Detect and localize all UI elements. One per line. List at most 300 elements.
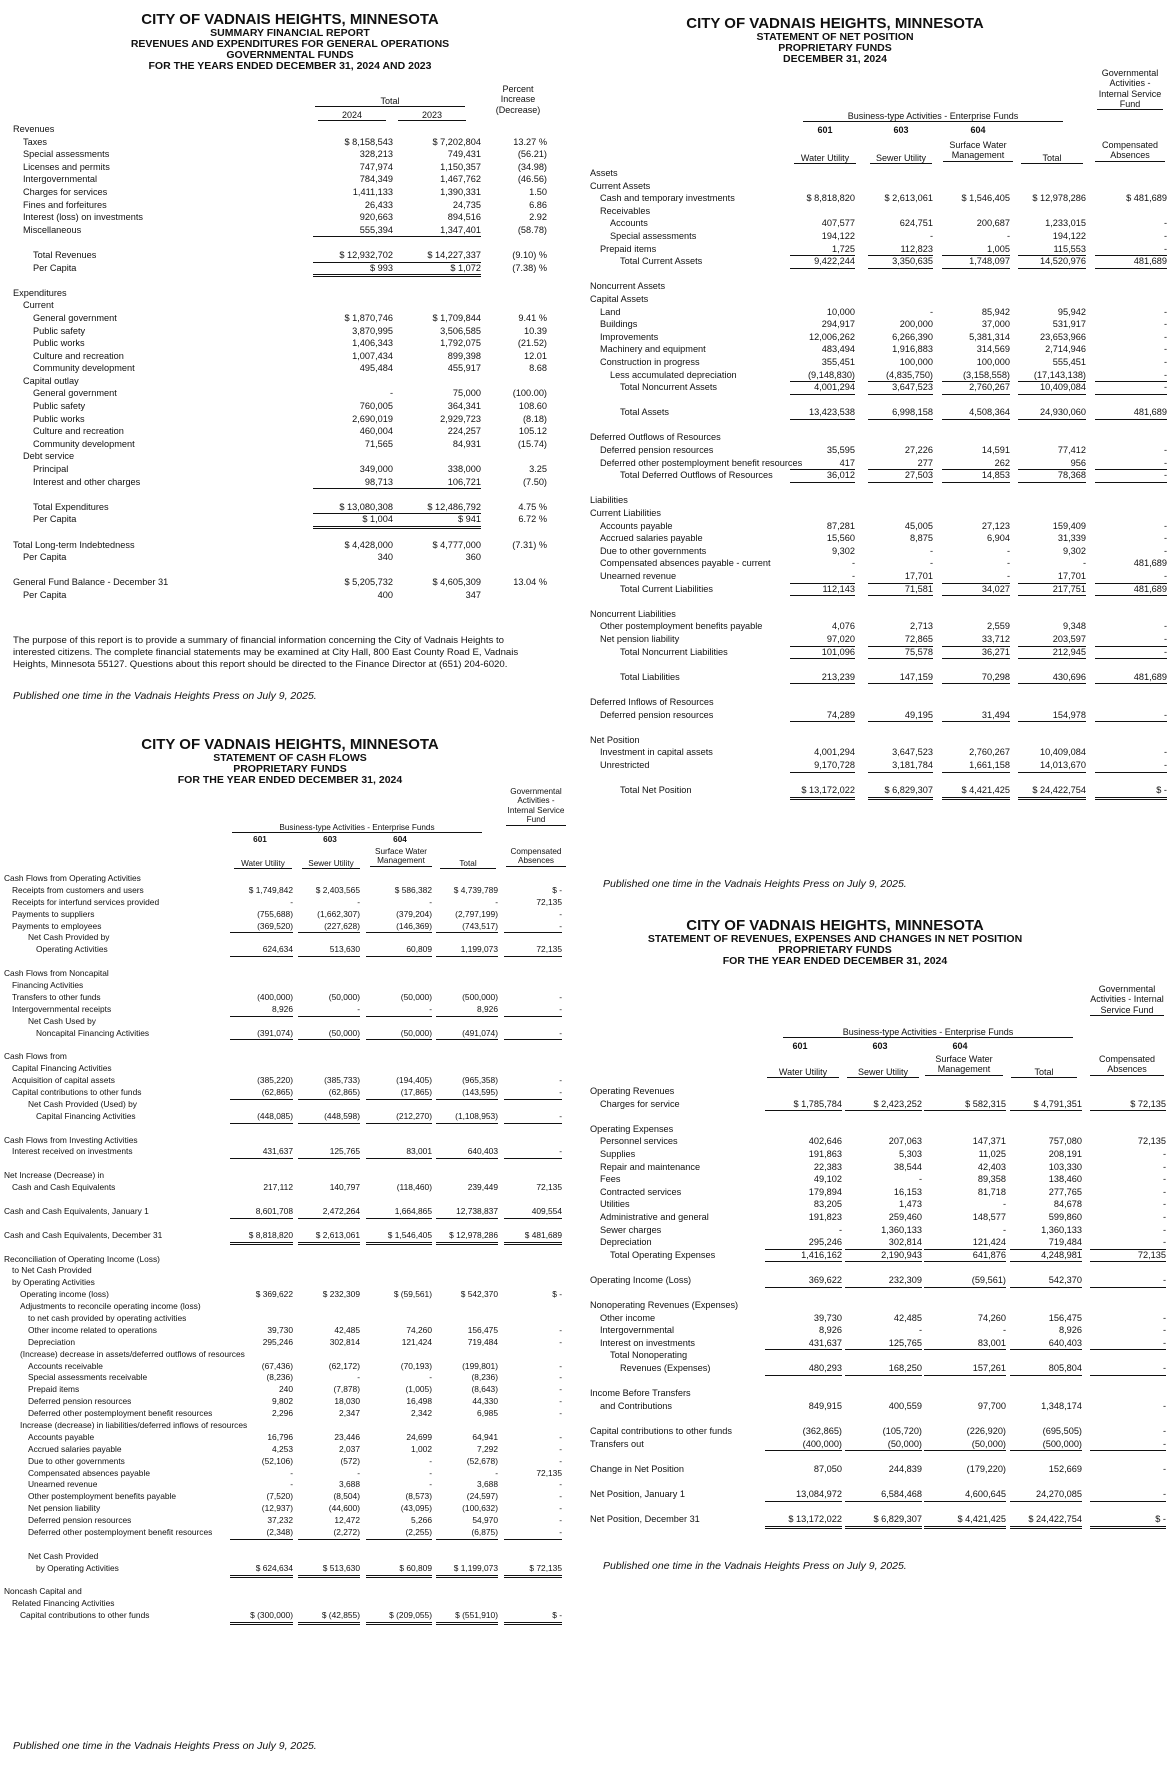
table-row <box>590 318 1170 331</box>
table-cell: 27,123 <box>981 520 1010 531</box>
row-label: Current Liabilities <box>590 508 661 519</box>
netpos-title-block <box>665 16 1005 65</box>
netpos-header-603: 603 <box>893 125 909 135</box>
table-row <box>13 312 558 325</box>
table-cell: $ 13,172,022 <box>790 784 855 800</box>
table-cell: 481,689 <box>1095 671 1167 685</box>
table-row <box>4 885 574 897</box>
table-row <box>13 249 558 262</box>
table-cell: 719,484 <box>467 1336 498 1347</box>
table-row <box>590 520 1170 533</box>
table-row <box>590 1387 1170 1400</box>
table-cell: 24,270,085 <box>1010 1488 1082 1502</box>
table-cell: 8,926 <box>230 1004 293 1017</box>
table-cell: 22,383 <box>813 1161 842 1172</box>
row-label: Culture and recreation <box>33 426 124 437</box>
table-cell: 11,025 <box>978 1148 1006 1159</box>
row-label: Net Increase (Decrease) in <box>4 1170 105 1181</box>
table-cell: (400,000) <box>765 1438 842 1452</box>
table-cell: 24,930,060 <box>1018 406 1086 420</box>
table-cell: $ - <box>1095 784 1167 800</box>
table-cell: (7.50) <box>522 476 547 487</box>
table-cell: 1,233,015 <box>1045 218 1086 229</box>
table-row <box>590 696 1170 709</box>
table-cell: $ 4,777,000 <box>432 539 481 550</box>
table-cell: 156,475 <box>1048 1312 1082 1323</box>
table-cell: 5,381,314 <box>969 331 1010 342</box>
table-cell: (743,517) <box>436 921 498 934</box>
table-row <box>13 375 558 388</box>
row-label: Per Capita <box>33 514 77 525</box>
table-cell: 6,904 <box>987 533 1010 544</box>
row-label: Cash Flows from Investing Activities <box>4 1134 138 1145</box>
table-row <box>590 784 1170 797</box>
table-cell: 31,339 <box>1057 533 1086 544</box>
table-cell: $ 1,785,784 <box>765 1098 842 1112</box>
table-row <box>590 1287 1170 1300</box>
table-row <box>4 1254 574 1266</box>
table-cell: 101,096 <box>790 646 855 660</box>
table-cell: 168,250 <box>845 1362 922 1376</box>
row-label: Liabilities <box>590 495 628 506</box>
table-cell: 894,516 <box>447 212 481 223</box>
table-row <box>590 369 1170 382</box>
table-cell: 3,688 <box>339 1479 360 1490</box>
table-cell: (695,505) <box>1042 1426 1082 1437</box>
table-cell: $ 2,613,061 <box>884 193 933 204</box>
table-cell: 10,409,084 <box>1018 381 1086 395</box>
table-row <box>590 1173 1170 1186</box>
cashflows-header-601: 601 <box>253 835 267 844</box>
table-cell: (965,358) <box>462 1075 498 1086</box>
revexp-header-surface: Surface Water Management <box>925 1054 1003 1076</box>
table-row <box>4 1301 574 1313</box>
cashflows-title: CITY OF VADNAIS HEIGHTS, MINNESOTA <box>141 736 439 753</box>
table-row <box>590 1450 1170 1463</box>
row-label: Total Expenditures <box>33 501 109 512</box>
table-cell: 4,253 <box>272 1443 293 1454</box>
table-row <box>590 1261 1170 1274</box>
table-row <box>13 186 558 199</box>
table-cell: (2,348) <box>230 1527 293 1540</box>
table-cell: 78,368 <box>1018 469 1086 483</box>
table-cell: 83,205 <box>813 1199 842 1210</box>
table-cell: 402,646 <box>808 1136 842 1147</box>
table-cell: 431,637 <box>765 1337 842 1351</box>
row-label: Capital Financing Activities <box>36 1110 136 1121</box>
table-cell: - <box>1163 621 1167 632</box>
table-row <box>4 1575 574 1587</box>
table-cell: 77,412 <box>1057 445 1086 456</box>
table-row <box>590 1085 1170 1098</box>
table-cell: 295,246 <box>765 1236 842 1250</box>
row-label: Unearned revenue <box>600 571 677 581</box>
table-cell: - <box>1095 457 1167 471</box>
table-row <box>590 343 1170 356</box>
table-row <box>13 387 558 400</box>
table-cell: 72,135 <box>536 1182 562 1193</box>
revexp-header-total: Total <box>1011 1067 1077 1078</box>
row-label: Expenditures <box>13 287 67 298</box>
table-cell: 430,696 <box>1018 671 1086 685</box>
table-cell: (362,865) <box>802 1426 842 1437</box>
row-label: Deferred pension resources <box>28 1515 132 1526</box>
summary-title-block <box>80 12 500 72</box>
table-cell: $ 2,423,252 <box>845 1098 922 1112</box>
table-cell: 159,409 <box>1052 520 1086 531</box>
table-cell: 13,423,538 <box>790 406 855 420</box>
table-cell: 400,559 <box>888 1400 922 1411</box>
table-cell: 481,689 <box>1095 406 1167 420</box>
table-row <box>4 1289 574 1301</box>
table-cell: 1,360,133 <box>1041 1224 1082 1235</box>
table-cell: 328,213 <box>359 149 393 160</box>
table-cell: - <box>559 1360 562 1371</box>
table-row <box>4 909 574 921</box>
table-cell: (2,255) <box>366 1527 432 1540</box>
table-cell: 3.25 <box>529 464 547 475</box>
table-cell: 481,689 <box>1095 583 1167 597</box>
table-row <box>13 450 558 463</box>
row-label: Deferred other postemployment benefit resources <box>28 1408 213 1419</box>
table-cell: 49,195 <box>868 709 933 723</box>
table-cell: $ 481,689 <box>1126 193 1167 204</box>
table-cell: 108.60 <box>518 401 547 412</box>
row-label: Investment in capital assets <box>600 747 713 758</box>
row-label: Payments to suppliers <box>12 908 95 919</box>
table-row <box>4 968 574 980</box>
table-cell: 9,302 <box>1063 545 1086 556</box>
table-cell: 74,260 <box>977 1312 1006 1323</box>
table-cell: (50,000) <box>298 1028 360 1041</box>
netpos-header-water: Water Utility <box>794 153 856 164</box>
row-label: Compensated absences payable <box>28 1467 150 1478</box>
table-cell: 71,581 <box>868 583 933 597</box>
table-row <box>590 469 1170 482</box>
table-row <box>590 532 1170 545</box>
revexp-header-604: 604 <box>952 1041 968 1051</box>
table-cell: 15,560 <box>826 533 855 544</box>
table-cell: 44,330 <box>472 1396 498 1407</box>
table-cell: - <box>1002 1224 1006 1235</box>
table-cell: $ 1,709,844 <box>432 312 481 323</box>
table-cell: - <box>1095 633 1167 647</box>
table-cell: $ 1,072 <box>393 262 481 278</box>
table-cell: 72,135 <box>1137 1136 1166 1147</box>
table-cell: 1,916,883 <box>892 344 933 355</box>
table-cell: 455,917 <box>447 363 481 374</box>
table-cell: 72,135 <box>504 944 562 957</box>
table-cell: 112,143 <box>790 583 855 597</box>
table-cell: - <box>357 1467 360 1478</box>
table-cell: 112,823 <box>868 243 933 257</box>
table-row <box>590 1362 1170 1375</box>
table-row <box>590 419 1170 432</box>
table-cell: - <box>559 1396 562 1407</box>
table-row <box>590 457 1170 470</box>
cashflows-header-sewer: Sewer Utility <box>302 859 360 869</box>
table-cell: $ 4,421,425 <box>942 784 1010 800</box>
table-cell: 8,926 <box>1059 1325 1082 1336</box>
table-cell: 45,005 <box>904 520 933 531</box>
table-row <box>590 230 1170 243</box>
table-cell: 13.04 % <box>513 577 547 588</box>
row-label: Net Position <box>590 734 640 745</box>
table-cell: 400 <box>377 589 393 600</box>
table-cell: (194,405) <box>396 1075 432 1086</box>
table-cell: 760,005 <box>359 401 393 412</box>
table-cell: 17,701 <box>868 570 933 584</box>
table-row <box>590 746 1170 759</box>
table-row <box>4 1610 574 1622</box>
table-row <box>4 1099 574 1111</box>
table-cell: 33,712 <box>942 633 1010 647</box>
table-cell: $ 24,422,754 <box>1018 784 1086 800</box>
table-cell: 191,823 <box>808 1211 842 1222</box>
table-cell: 1,347,401 <box>393 224 481 238</box>
table-cell: 10,000 <box>826 306 855 317</box>
row-label: Receipts from customers and users <box>12 884 144 895</box>
row-label: Related Financing Activities <box>12 1598 115 1609</box>
table-row <box>590 1425 1170 1438</box>
table-row <box>4 1218 574 1230</box>
table-cell: 9,170,728 <box>790 759 855 773</box>
table-cell: 3,647,523 <box>868 381 933 395</box>
table-cell: 364,341 <box>447 401 481 412</box>
row-label: Capital Assets <box>590 293 649 304</box>
table-cell: - <box>559 1336 562 1347</box>
row-label: Public works <box>33 413 85 424</box>
table-cell: (43,095) <box>400 1503 432 1514</box>
table-cell: 1,406,343 <box>352 338 393 349</box>
table-cell: (385,733) <box>324 1075 360 1086</box>
row-label: Special assessments <box>23 149 110 160</box>
table-cell: (100.00) <box>512 388 547 399</box>
table-cell: (12,937) <box>261 1503 293 1514</box>
table-row <box>13 425 558 438</box>
table-row <box>4 1242 574 1254</box>
table-cell: - <box>1162 1211 1166 1222</box>
table-row <box>13 148 558 161</box>
table-cell: $ 481,689 <box>504 1230 562 1245</box>
table-cell: - <box>429 1479 432 1490</box>
table-row <box>4 1028 574 1040</box>
row-label: Current <box>23 300 54 311</box>
table-row <box>590 331 1170 344</box>
table-cell: (369,520) <box>230 921 293 934</box>
table-cell: 3,647,523 <box>892 747 933 758</box>
table-row <box>13 325 558 338</box>
table-cell: $ 5,205,732 <box>344 577 393 588</box>
table-cell: 87,050 <box>813 1463 842 1474</box>
table-cell: (8,643) <box>471 1384 498 1395</box>
table-cell: 624,751 <box>899 218 933 229</box>
table-row <box>4 1004 574 1016</box>
revexp-subtitle: STATEMENT OF REVENUES, EXPENSES AND CHANGES IN NET POSITION <box>647 932 1023 945</box>
summary-header-2024: 2024 <box>318 110 386 121</box>
table-cell: 719,484 <box>1010 1236 1082 1250</box>
table-cell: 17,701 <box>1018 570 1086 584</box>
table-row <box>590 1400 1170 1413</box>
table-cell: 360 <box>465 552 481 563</box>
table-row <box>4 1075 574 1087</box>
table-cell: 8.68 <box>529 363 547 374</box>
cashflows-header-surface: Surface Water Management <box>370 847 432 867</box>
revexp-table <box>590 1085 1170 1526</box>
table-cell: 105.12 <box>518 426 547 437</box>
table-row <box>4 1563 574 1575</box>
row-label: Improvements <box>600 331 659 342</box>
table-cell: $ 1,546,405 <box>961 193 1010 204</box>
table-cell: (500,000) <box>462 991 498 1002</box>
table-cell: - <box>929 306 933 317</box>
netpos-header-601: 601 <box>817 125 833 135</box>
table-row <box>590 709 1170 722</box>
cashflows-title-block <box>80 737 500 786</box>
table-cell: 1,007,434 <box>352 350 393 361</box>
table-cell: - <box>1090 1337 1166 1351</box>
row-label: Public safety <box>33 325 86 336</box>
row-label: Accounts payable <box>600 520 673 531</box>
table-cell: 2,714,946 <box>1045 344 1086 355</box>
row-label: Operating income (loss) <box>20 1289 109 1300</box>
table-row <box>13 199 558 212</box>
row-label: Licenses and permits <box>23 161 110 172</box>
table-cell: - <box>1090 1438 1166 1452</box>
table-row <box>590 1236 1170 1249</box>
table-cell: 84,931 <box>452 438 481 449</box>
table-cell: 640,403 <box>436 1146 498 1159</box>
row-label: Noncurrent Liabilities <box>590 608 676 619</box>
table-cell: 42,485 <box>893 1312 922 1323</box>
table-cell: - <box>495 1467 498 1478</box>
table-cell: 64,941 <box>472 1431 498 1442</box>
table-cell: 121,424 <box>401 1336 432 1347</box>
table-row <box>13 400 558 413</box>
table-row <box>590 1475 1170 1488</box>
table-cell: 60,809 <box>366 944 432 957</box>
table-cell: 259,460 <box>888 1211 922 1222</box>
table-cell: - <box>1162 1174 1166 1185</box>
table-cell: 483,494 <box>821 344 855 355</box>
table-row <box>590 772 1170 785</box>
row-label: Revenues <box>13 124 55 134</box>
row-label: Total Current Assets <box>620 256 703 267</box>
table-cell: (9,148,830) <box>790 369 855 383</box>
row-label: Per Capita <box>23 589 67 600</box>
table-cell: $ 941 <box>393 513 481 529</box>
table-cell: (7.31) % <box>512 539 547 550</box>
table-cell: 121,424 <box>924 1236 1006 1250</box>
table-row <box>590 180 1170 193</box>
table-cell: $ - <box>552 884 562 895</box>
table-row <box>13 488 558 501</box>
table-row <box>590 482 1170 495</box>
table-cell: (212,270) <box>366 1111 432 1124</box>
table-cell: - <box>559 1408 562 1419</box>
table-cell: - <box>559 1455 562 1466</box>
table-cell: $ 72,135 <box>1090 1098 1166 1112</box>
table-row <box>13 274 558 287</box>
table-cell: - <box>559 1384 562 1395</box>
table-cell: 37,232 <box>267 1515 293 1526</box>
row-label: Fines and forfeitures <box>23 199 107 210</box>
table-cell: 295,246 <box>262 1336 293 1347</box>
table-cell: 6.72 % <box>518 514 547 525</box>
row-label: Total Long-term Indebtedness <box>13 539 135 550</box>
revenues-expenses-statement <box>585 918 1173 1765</box>
table-cell: (59,561) <box>924 1274 1006 1288</box>
table-cell: 203,597 <box>1018 633 1086 647</box>
table-row <box>4 1503 574 1515</box>
table-cell: 39,730 <box>813 1312 842 1323</box>
table-cell: - <box>1095 646 1167 660</box>
table-cell: 6,998,158 <box>868 406 933 420</box>
table-cell: 97,020 <box>790 633 855 647</box>
table-cell: (62,172) <box>328 1360 360 1371</box>
row-label: Prepaid items <box>600 243 657 254</box>
row-label: Capital contributions to other funds <box>20 1610 150 1621</box>
table-cell: 1,002 <box>411 1443 432 1454</box>
table-cell: 194,122 <box>821 230 855 241</box>
table-cell: 784,349 <box>359 174 393 185</box>
row-label: Capital Financing Activities <box>12 1063 112 1074</box>
summary-subtitle: GOVERNMENTAL FUNDS <box>226 48 354 61</box>
revexp-subtitle: PROPRIETARY FUNDS <box>778 943 892 956</box>
table-cell: 2,929,723 <box>440 413 481 424</box>
table-cell: $ 6,829,307 <box>868 784 933 800</box>
table-cell: 224,257 <box>447 426 481 437</box>
row-label: Cash Flows from Noncapital <box>4 968 109 979</box>
cashflows-subtitle: PROPRIETARY FUNDS <box>233 762 347 775</box>
table-cell: 97,700 <box>977 1400 1006 1411</box>
row-label: Net pension liability <box>600 633 680 644</box>
table-cell: 49,102 <box>813 1174 842 1185</box>
table-cell: (62,865) <box>230 1087 293 1100</box>
table-row <box>590 1488 1170 1501</box>
table-cell: - <box>366 1004 432 1017</box>
table-cell: 207,063 <box>888 1136 922 1147</box>
table-cell: 27,226 <box>904 445 933 456</box>
table-row <box>4 1325 574 1337</box>
table-cell: 100,000 <box>976 356 1010 367</box>
table-cell: 157,261 <box>924 1362 1006 1376</box>
table-row <box>590 620 1170 633</box>
table-cell: - <box>1163 533 1167 544</box>
table-cell: - <box>1163 306 1167 317</box>
row-label: Construction in progress <box>600 356 700 367</box>
table-row <box>590 658 1170 671</box>
table-row <box>590 570 1170 583</box>
row-label: Unrestricted <box>600 759 650 770</box>
table-cell: 8,875 <box>910 533 933 544</box>
cashflows-header-isf: Governmental Activities - Internal Service Fund <box>507 787 565 825</box>
table-cell: $ 582,315 <box>924 1098 1006 1112</box>
table-cell: - <box>1162 1463 1166 1474</box>
table-row <box>4 980 574 992</box>
table-row <box>590 1135 1170 1148</box>
netpos-header-group: Business-type Activities - Enterprise Funds <box>803 111 1063 122</box>
table-cell: - <box>1162 1161 1166 1172</box>
row-label: Interest on investments <box>600 1337 695 1348</box>
table-row <box>4 992 574 1004</box>
table-row <box>590 1501 1170 1514</box>
table-cell: $ 586,382 <box>394 884 432 895</box>
cashflows-header-total: Total <box>440 859 496 869</box>
netpos-header-surface: Surface Water Management <box>943 140 1013 162</box>
table-cell: 85,942 <box>981 306 1010 317</box>
table-row <box>13 576 558 589</box>
